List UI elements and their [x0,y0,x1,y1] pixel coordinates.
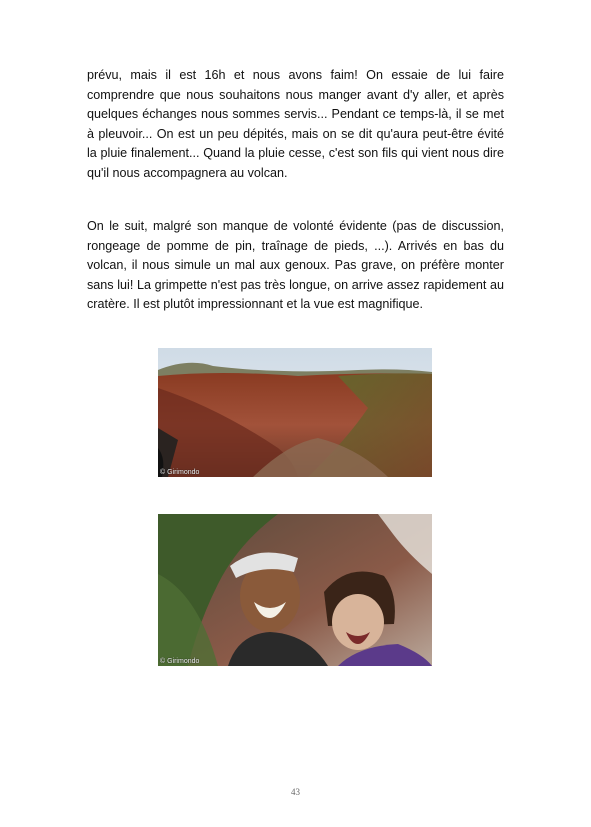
photo-watermark: © Girimondo [160,469,200,476]
paragraph-2: On le suit, malgré son manque de volonté évidente (pas de discussion, rongeage de pomme de pin, traînage de pieds, ...). Arrivés en bas du volcan, il nous simule un mal aux genoux. Pas grave, on préfère monter sans lui! La grimpette n'est pas très longue, on arrive assez rapidement au cratère. Il est plutôt impressionnant et la vue est magnifique. [87,219,504,312]
photo-watermark: © Girimondo [160,658,200,665]
page-number: 43 [291,787,300,797]
selfie-image [158,514,432,666]
crater-photo [158,348,432,477]
paragraph-1: prévu, mais il est 16h et nous avons faim! On essaie de lui faire comprendre que nous souhaitons nous manger avant d'y aller, et après quelques échanges nous sommes servis... Pendant ce temps-là, il se met à pleuvoir... On est un peu dépités, mais on se dit qu'aura peut-être évité la pluie finalement... Quand la pluie cesse, c'est son fils qui vient nous dire qu'il nous accompagnera au volcan. [87,68,504,180]
crater-image [158,348,432,477]
selfie-photo [158,514,432,666]
